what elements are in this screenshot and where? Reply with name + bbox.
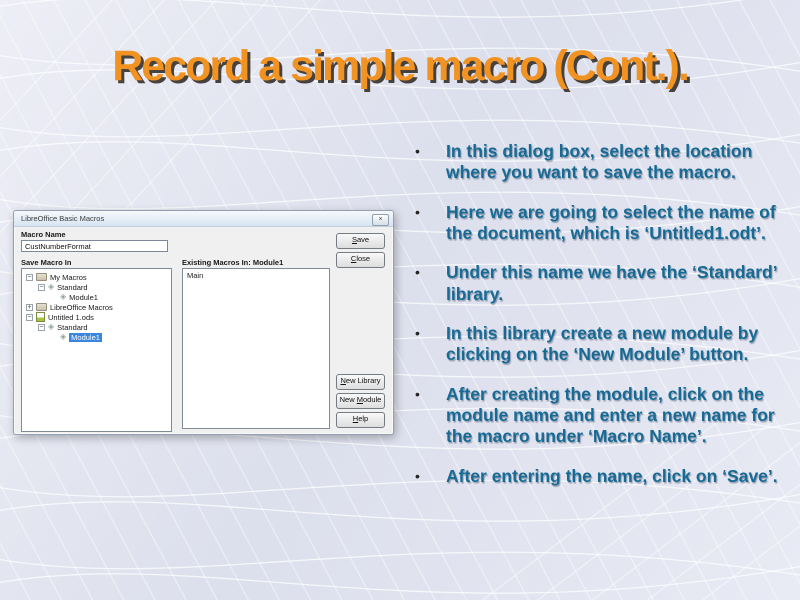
list-item	[408, 466, 794, 487]
bullet-text: In this library create a new module by clicking on the ‘New Module’ button.	[446, 323, 759, 365]
bullet-text: In this dialog box, select the location where you want to save the macro.	[446, 141, 753, 183]
library-icon: ◈	[48, 282, 55, 291]
tree-item-standard-2[interactable]	[22, 322, 171, 332]
bullet-marker: •	[415, 203, 420, 220]
dialog-title: LibreOffice Basic Macros	[21, 214, 105, 223]
list-item-main[interactable]: Main	[187, 271, 204, 280]
bullet-list	[408, 141, 794, 487]
tree-item-my-macros[interactable]	[22, 272, 171, 282]
libreoffice-basic-macros-dialog	[13, 210, 394, 435]
bullet-text: After creating the module, click on the module name and enter a new name for the macro under ‘Macro Name’.	[446, 383, 775, 447]
macro-name-input[interactable]	[21, 240, 168, 252]
tree-item-label[interactable]: Module1	[69, 292, 98, 302]
bullet-marker: •	[415, 385, 420, 402]
save-button[interactable]: Save	[336, 233, 385, 249]
save-macro-in-label: Save Macro In	[21, 258, 72, 267]
collapse-icon[interactable]: −	[39, 283, 44, 291]
save-macro-in-tree[interactable]	[21, 268, 172, 432]
tree-item-label[interactable]: Standard	[57, 322, 88, 332]
tree-item-standard[interactable]	[22, 282, 171, 292]
existing-macros-label: Existing Macros In: Module1	[182, 258, 284, 267]
tree-item-libreoffice-macros[interactable]	[22, 302, 171, 312]
list-item	[408, 262, 794, 305]
help-button[interactable]: Help	[336, 412, 385, 428]
collapse-icon[interactable]: −	[39, 323, 44, 331]
bullet-text: Under this name we have the ‘Standard’ library.	[446, 262, 777, 304]
module-icon: ◈	[60, 292, 67, 301]
library-icon: ◈	[48, 322, 55, 331]
collapse-icon[interactable]: −	[27, 273, 32, 281]
tree-item-module1-selected[interactable]	[22, 332, 171, 342]
list-item	[408, 202, 794, 245]
bullet-text: After entering the name, click on ‘Save’.	[446, 465, 778, 486]
module-icon: ◈	[60, 332, 67, 341]
page-title: Record a simple macro (Cont.).	[112, 42, 688, 90]
existing-macros-list[interactable]	[182, 268, 330, 429]
bullet-marker: •	[415, 467, 420, 484]
folder-icon	[36, 273, 47, 281]
document-icon	[36, 312, 45, 322]
bullet-text: Here we are going to select the name of the document, which is ‘Untitled1.odt’.	[446, 201, 776, 244]
tree-item-module1[interactable]	[22, 292, 171, 302]
new-module-button[interactable]: New Module	[336, 393, 385, 409]
close-button[interactable]: Close	[336, 252, 385, 268]
close-icon[interactable]: ×	[372, 214, 389, 226]
expand-icon[interactable]: +	[27, 303, 32, 311]
collapse-icon[interactable]: −	[27, 313, 32, 321]
new-library-button[interactable]: New Library	[336, 374, 385, 390]
dialog-titlebar	[14, 211, 393, 227]
tree-item-label[interactable]: My Macros	[50, 272, 87, 282]
list-item	[408, 141, 794, 184]
bullet-marker: •	[415, 143, 420, 159]
tree-item-label[interactable]: Untitled 1.ods	[48, 312, 94, 322]
tree-item-label[interactable]: LibreOffice Macros	[50, 302, 113, 312]
tree-item-label-selected[interactable]: Module1	[71, 332, 100, 342]
folder-icon	[36, 303, 47, 311]
macro-name-label: Macro Name	[21, 230, 66, 239]
list-item	[408, 384, 794, 448]
bullet-marker: •	[415, 325, 420, 342]
bullet-marker: •	[415, 264, 420, 281]
tree-item-untitled1-ods[interactable]	[22, 312, 171, 322]
list-item	[408, 323, 794, 366]
tree-item-label[interactable]: Standard	[57, 282, 88, 292]
